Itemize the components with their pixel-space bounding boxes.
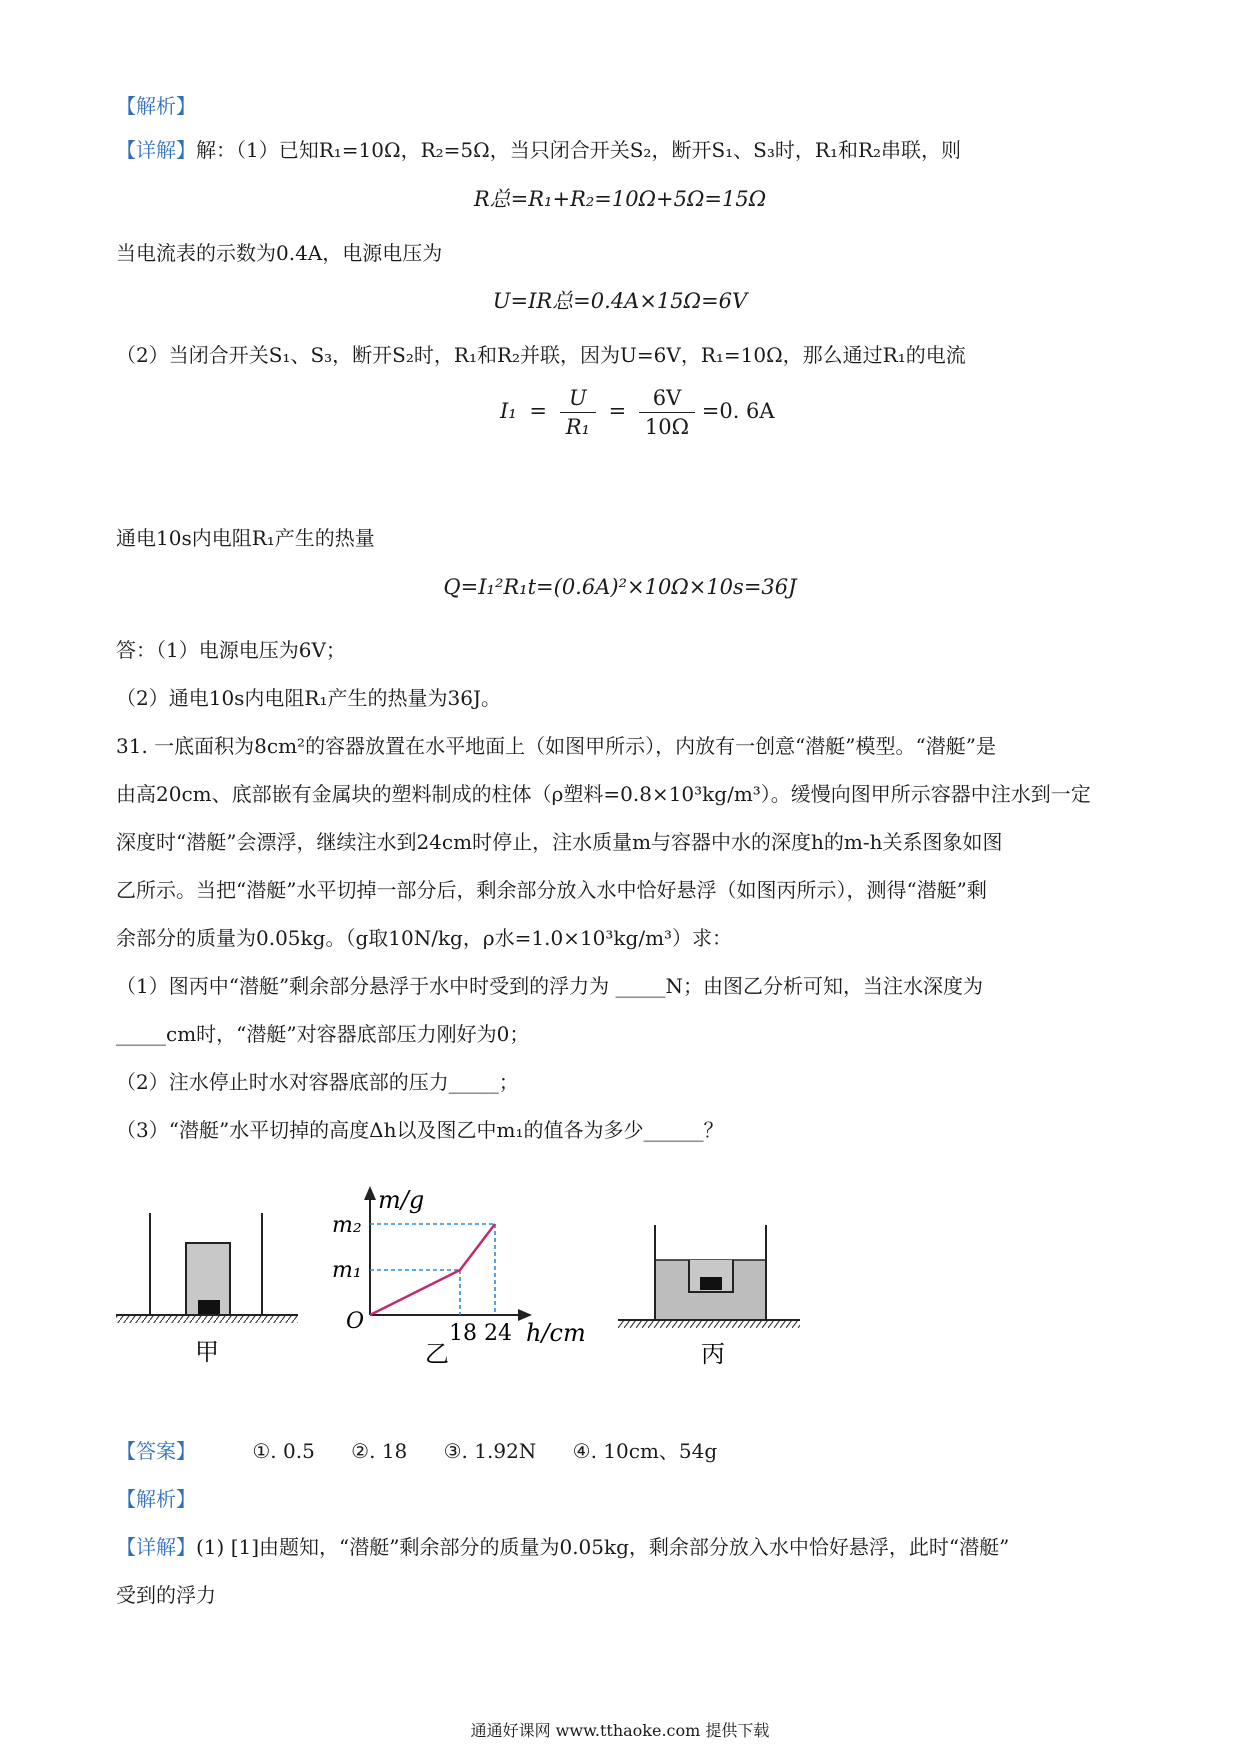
sub-question-1a: （1）图丙中“潜艇”剩余部分悬浮于水中时受到的浮力为 _____N；由图乙分析可知，当注水深度为 [116, 974, 984, 998]
m-h-curve [370, 1224, 495, 1315]
answer-line-1: 答：（1）电源电压为6V； [116, 638, 346, 662]
answer-4: ④. 10cm、54g [572, 1439, 718, 1463]
detail-line-1: 【详解】解：（1）已知R₁=10Ω，R₂=5Ω，当只闭合开关S₂，断开S₁、S₃时，R₁和R₂串联，则 [116, 138, 962, 162]
figure-yi-graph [332, 1186, 586, 1368]
answer-line-2: （2）通电10s内电阻R₁产生的热量为36J。 [116, 686, 501, 710]
question-31-line-3: 深度时“潜艇”会漂浮，继续注水到24cm时停止，注水质量m与容器中水的深度h的m-h关系图象如图 [116, 830, 1003, 854]
detail-line-4: 通电10s内电阻R₁产生的热量 [116, 526, 375, 550]
solution-tag-2: 【解析】 [116, 1487, 196, 1511]
tick-24: 24 [484, 1321, 512, 1346]
detail2-line-2: 受到的浮力 [116, 1583, 216, 1607]
formula-voltage: U=IR总=0.4A×15Ω=6V [492, 289, 748, 313]
origin-label: O [346, 1309, 365, 1334]
label-yi: 乙 [425, 1340, 449, 1368]
x-axis-label: h/cm [526, 1319, 586, 1347]
question-31-line-4: 乙所示。当把“潜艇”水平切掉一部分后，剩余部分放入水中恰好悬浮（如图丙所示），测得“潜艇”剩 [116, 878, 987, 902]
m2-label: m₂ [332, 1213, 362, 1238]
sub-question-1b: _____cm时，“潜艇”对容器底部压力刚好为0； [116, 1022, 530, 1046]
formula-heat: Q=I₁²R₁t=(0.6A)²×10Ω×10s=36J [443, 575, 797, 599]
detail-line-3: （2）当闭合开关S₁、S₃，断开S₂时，R₁和R₂并联，因为U=6V，R₁=10Ω，那么通过R₁的电流 [116, 343, 966, 367]
m1-label: m₁ [332, 1258, 362, 1283]
answer-row: 【答案】 ①. 0.5 ②. 18 ③. 1.92N ④. 10cm、54g [116, 1439, 718, 1463]
y-axis-label: m/g [378, 1186, 425, 1214]
figure-jia [116, 1213, 298, 1366]
sub-question-2: （2）注水停止时水对容器底部的压力_____； [116, 1070, 519, 1094]
formula-current-i1: I₁ = $\frac{U}{\text{R₁}}$ = $\frac{6V}{10\Omega}$ =0. 6A [500, 386, 775, 439]
question-31-line-5: 余部分的质量为0.05kg。（g取10N/kg，ρ水=1.0×10³kg/m³）求： [116, 926, 733, 950]
answer-3: ③. 1.92N [443, 1439, 537, 1463]
page-footer: 通通好课网 www.tthaoke.com 提供下载 [470, 1721, 770, 1740]
answer-2: ②. 18 [351, 1439, 408, 1463]
question-31-line-2: 由高20cm、底部嵌有金属块的塑料制成的柱体（ρ塑料=0.8×10³kg/m³）。缓慢向图甲所示容器中注水到一定 [116, 782, 1091, 806]
question-31-line-1: 31. 一底面积为8cm²的容器放置在水平地面上（如图甲所示），内放有一创意“潜艇”模型。“潜艇”是 [116, 734, 996, 758]
sub-question-3: （3）“潜艇”水平切掉的高度Δh以及图乙中m₁的值各为多少______？ [116, 1118, 724, 1142]
label-bing: 丙 [701, 1340, 725, 1368]
solution-tag: 【解析】 [116, 94, 196, 118]
answer-1: ①. 0.5 [252, 1439, 315, 1463]
formula-total-resistance: R总=R₁+R₂=10Ω+5Ω=15Ω [473, 187, 767, 211]
tick-18: 18 [449, 1321, 477, 1346]
figure-bing [618, 1225, 800, 1368]
detail2-line-1: 【详解】(1) [1]由题知，“潜艇”剩余部分的质量为0.05kg，剩余部分放入水中恰好悬浮，此时“潜艇” [116, 1535, 1010, 1559]
label-jia: 甲 [195, 1338, 219, 1366]
detail-line-2: 当电流表的示数为0.4A，电源电压为 [116, 241, 443, 265]
